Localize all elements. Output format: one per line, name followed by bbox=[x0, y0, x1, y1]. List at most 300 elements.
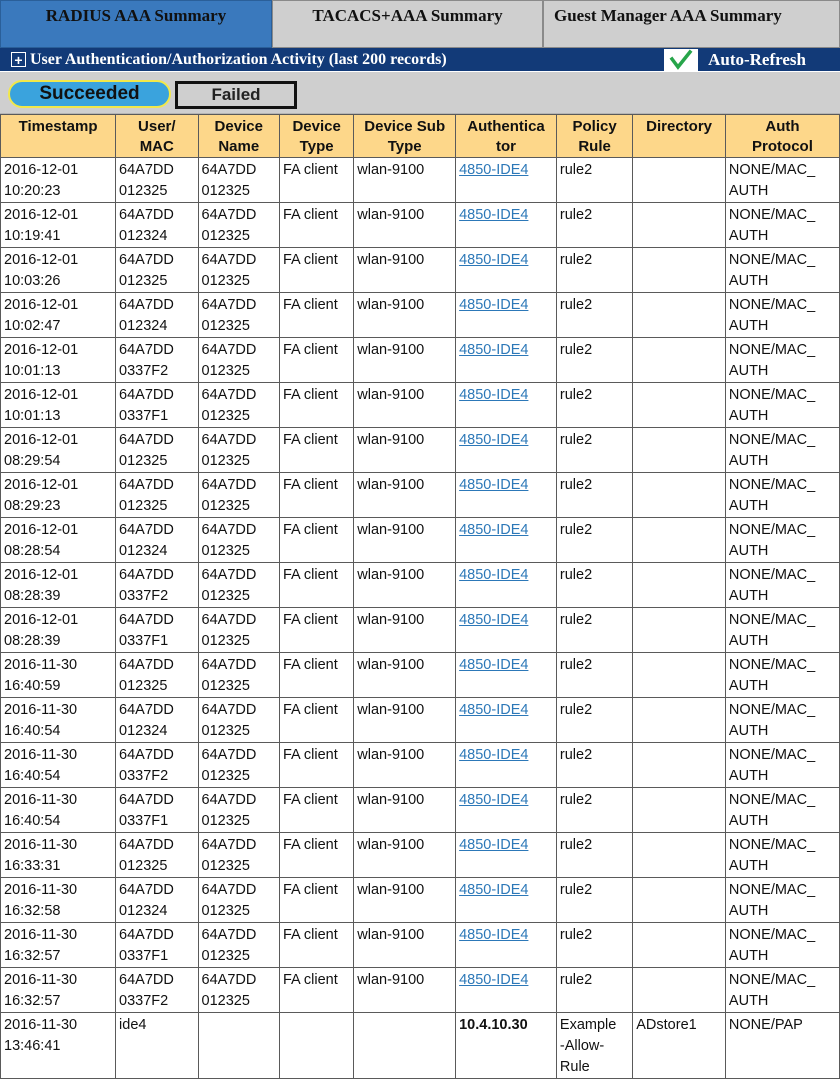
directory-cell bbox=[633, 338, 726, 383]
timestamp-cell bbox=[1, 833, 116, 878]
auth-protocol-cell bbox=[725, 383, 839, 428]
authenticator-link[interactable]: 4850-IDE4 bbox=[459, 747, 529, 763]
timestamp-line: 2016-11-30 bbox=[4, 927, 78, 943]
user-mac-line: 64A7DD bbox=[119, 252, 174, 268]
policy-rule-line: rule2 bbox=[559, 297, 593, 313]
policy-rule-cell bbox=[556, 968, 632, 1013]
table-body bbox=[1, 158, 840, 1079]
device-name-line: 012325 bbox=[201, 498, 250, 514]
auth-protocol-cell bbox=[725, 1013, 839, 1079]
user-mac-line: ide4 bbox=[119, 1017, 147, 1033]
timestamp-line: 16:33:31 bbox=[4, 858, 61, 874]
device-sub-type-cell: wlan-9100 bbox=[354, 608, 456, 653]
user-mac-line: 012325 bbox=[119, 453, 168, 469]
device-sub-type-cell: wlan-9100 bbox=[354, 878, 456, 923]
directory-cell bbox=[633, 473, 726, 518]
table-row bbox=[1, 608, 840, 653]
authenticator-link[interactable]: 4850-IDE4 bbox=[459, 297, 529, 313]
authenticator-link[interactable]: 4850-IDE4 bbox=[459, 837, 529, 853]
device-type-cell: FA client bbox=[279, 248, 353, 293]
device-name-line: 012325 bbox=[201, 588, 250, 604]
timestamp-line: 08:28:39 bbox=[4, 588, 61, 604]
column-header-device-name-line: Name bbox=[218, 138, 260, 155]
authenticator-cell bbox=[456, 923, 557, 968]
user-mac-cell bbox=[116, 203, 198, 248]
device-name-line: 64A7DD bbox=[201, 792, 257, 808]
table-row bbox=[1, 923, 840, 968]
user-mac-line: 012324 bbox=[119, 228, 168, 244]
timestamp-line: 2016-11-30 bbox=[4, 792, 78, 808]
authenticator-cell bbox=[456, 878, 557, 923]
column-header-device-sub-type-line: Device Sub bbox=[364, 118, 446, 135]
policy-rule-line: rule2 bbox=[559, 882, 593, 898]
directory-cell bbox=[633, 833, 726, 878]
authenticator-cell bbox=[456, 698, 557, 743]
device-name-cell bbox=[198, 653, 279, 698]
auth-protocol-line: NONE/MAC_ bbox=[728, 792, 816, 808]
table-header bbox=[1, 115, 840, 158]
user-mac-cell bbox=[116, 293, 198, 338]
policy-rule-line: rule2 bbox=[559, 387, 593, 403]
user-mac-line: 64A7DD bbox=[119, 522, 174, 538]
user-mac-cell bbox=[116, 878, 198, 923]
auth-protocol-cell bbox=[725, 203, 839, 248]
auth-protocol-line: NONE/MAC_ bbox=[728, 837, 816, 853]
expand-plus-icon[interactable]: + bbox=[11, 52, 26, 67]
auth-protocol-cell bbox=[725, 743, 839, 788]
authenticator-link[interactable]: 4850-IDE4 bbox=[459, 612, 529, 628]
timestamp-cell bbox=[1, 878, 116, 923]
column-header-directory-line: Directory bbox=[646, 118, 713, 135]
user-mac-line: 0337F2 bbox=[119, 993, 169, 1009]
timestamp-line: 2016-11-30 bbox=[4, 1017, 78, 1033]
user-mac-line: 0337F2 bbox=[119, 768, 169, 784]
device-name-line: 012325 bbox=[201, 678, 250, 694]
device-name-line: 012325 bbox=[201, 543, 250, 559]
checkmark-icon bbox=[670, 50, 692, 70]
policy-rule-line: Example bbox=[559, 1017, 617, 1033]
policy-rule-cell bbox=[556, 203, 632, 248]
timestamp-line: 08:29:23 bbox=[4, 498, 61, 514]
user-mac-line: 64A7DD bbox=[119, 612, 174, 628]
authenticator-cell bbox=[456, 968, 557, 1013]
user-mac-line: 012325 bbox=[119, 678, 168, 694]
timestamp-line: 2016-12-01 bbox=[4, 432, 79, 448]
policy-rule-cell bbox=[556, 608, 632, 653]
timestamp-cell bbox=[1, 248, 116, 293]
policy-rule-line: rule2 bbox=[559, 522, 593, 538]
device-name-line: 64A7DD bbox=[201, 297, 257, 313]
policy-rule-line: rule2 bbox=[559, 612, 593, 628]
auth-protocol-cell bbox=[725, 968, 839, 1013]
device-name-line: 012325 bbox=[201, 453, 250, 469]
column-header-authenticator-line: Authentica bbox=[467, 118, 545, 135]
policy-rule-line: rule2 bbox=[559, 252, 593, 268]
timestamp-cell bbox=[1, 968, 116, 1013]
device-name-cell bbox=[198, 473, 279, 518]
auth-protocol-line: AUTH bbox=[728, 948, 769, 964]
authenticator-cell bbox=[456, 428, 557, 473]
device-name-line: 012325 bbox=[201, 813, 250, 829]
authenticator-link[interactable]: 4850-IDE4 bbox=[459, 162, 529, 178]
device-name-cell bbox=[198, 968, 279, 1013]
timestamp-line: 10:03:26 bbox=[4, 273, 61, 289]
auth-protocol-cell bbox=[725, 563, 839, 608]
table-row bbox=[1, 203, 840, 248]
policy-rule-cell bbox=[556, 473, 632, 518]
user-mac-line: 64A7DD bbox=[119, 162, 174, 178]
timestamp-line: 2016-12-01 bbox=[4, 567, 79, 583]
device-name-line: 012325 bbox=[201, 858, 250, 874]
user-mac-line: 0337F2 bbox=[119, 363, 169, 379]
device-sub-type-cell: wlan-9100 bbox=[354, 383, 456, 428]
user-mac-line: 64A7DD bbox=[119, 747, 174, 763]
auto-refresh-checkbox[interactable] bbox=[664, 49, 698, 71]
authenticator-link[interactable]: 4850-IDE4 bbox=[459, 972, 529, 988]
table-row bbox=[1, 293, 840, 338]
policy-rule-line: rule2 bbox=[559, 657, 593, 673]
table-row bbox=[1, 1013, 840, 1079]
auth-protocol-cell bbox=[725, 923, 839, 968]
auth-protocol-line: AUTH bbox=[728, 543, 769, 559]
table-row bbox=[1, 158, 840, 203]
auth-protocol-line: NONE/MAC_ bbox=[728, 567, 816, 583]
device-type-cell: FA client bbox=[279, 563, 353, 608]
timestamp-line: 2016-12-01 bbox=[4, 342, 79, 358]
timestamp-cell bbox=[1, 338, 116, 383]
device-name-line: 012325 bbox=[201, 903, 250, 919]
authenticator-link[interactable]: 4850-IDE4 bbox=[459, 657, 529, 673]
timestamp-line: 08:29:54 bbox=[4, 453, 61, 469]
device-name-line: 64A7DD bbox=[201, 432, 257, 448]
authenticator-cell bbox=[456, 788, 557, 833]
table-row bbox=[1, 563, 840, 608]
user-mac-line: 64A7DD bbox=[119, 972, 174, 988]
policy-rule-cell bbox=[556, 293, 632, 338]
column-header-device-type bbox=[279, 115, 353, 158]
auth-protocol-line: NONE/PAP bbox=[728, 1017, 803, 1033]
policy-rule-line: rule2 bbox=[559, 162, 593, 178]
table-row bbox=[1, 833, 840, 878]
policy-rule-line: rule2 bbox=[559, 792, 593, 808]
device-type-cell bbox=[279, 1013, 353, 1079]
user-mac-line: 64A7DD bbox=[119, 432, 174, 448]
policy-rule-cell bbox=[556, 698, 632, 743]
device-name-cell bbox=[198, 608, 279, 653]
device-name-line: 64A7DD bbox=[201, 162, 257, 178]
auth-protocol-line: NONE/MAC_ bbox=[728, 477, 816, 493]
timestamp-line: 2016-11-30 bbox=[4, 747, 78, 763]
device-name-line: 012325 bbox=[201, 948, 250, 964]
user-mac-cell bbox=[116, 653, 198, 698]
timestamp-line: 2016-11-30 bbox=[4, 702, 78, 718]
device-name-line: 012325 bbox=[201, 273, 250, 289]
user-mac-cell bbox=[116, 428, 198, 473]
succeeded-filter-button[interactable]: Succeeded bbox=[8, 80, 171, 108]
device-name-line: 64A7DD bbox=[201, 387, 257, 403]
auth-protocol-line: NONE/MAC_ bbox=[728, 207, 816, 223]
auth-protocol-line: NONE/MAC_ bbox=[728, 882, 816, 898]
user-mac-line: 0337F1 bbox=[119, 813, 169, 829]
device-name-line: 64A7DD bbox=[201, 972, 257, 988]
user-mac-cell bbox=[116, 923, 198, 968]
directory-cell bbox=[633, 923, 726, 968]
auth-protocol-line: AUTH bbox=[728, 903, 769, 919]
authenticator-cell bbox=[456, 473, 557, 518]
failed-filter-button[interactable]: Failed bbox=[175, 81, 297, 109]
device-name-line: 64A7DD bbox=[201, 927, 257, 943]
authenticator-link[interactable]: 4850-IDE4 bbox=[459, 792, 529, 808]
device-name-line: 012325 bbox=[201, 363, 250, 379]
authenticator-cell bbox=[456, 833, 557, 878]
user-mac-line: 0337F1 bbox=[119, 633, 169, 649]
device-name-cell bbox=[198, 518, 279, 563]
policy-rule-cell bbox=[556, 833, 632, 878]
device-type-cell: FA client bbox=[279, 338, 353, 383]
column-header-user-mac-line: MAC bbox=[139, 138, 174, 155]
device-sub-type-cell: wlan-9100 bbox=[354, 338, 456, 383]
authenticator-link[interactable]: 4850-IDE4 bbox=[459, 567, 529, 583]
timestamp-line: 16:40:54 bbox=[4, 723, 61, 739]
device-sub-type-cell: wlan-9100 bbox=[354, 518, 456, 563]
table-row bbox=[1, 248, 840, 293]
device-type-cell: FA client bbox=[279, 158, 353, 203]
authenticator-link[interactable]: 4850-IDE4 bbox=[459, 342, 529, 358]
user-mac-cell bbox=[116, 788, 198, 833]
device-name-line: 64A7DD bbox=[201, 702, 257, 718]
column-header-device-type-line: Device bbox=[292, 118, 341, 135]
timestamp-cell bbox=[1, 698, 116, 743]
auth-protocol-line: AUTH bbox=[728, 678, 769, 694]
directory-cell bbox=[633, 158, 726, 203]
directory-cell bbox=[633, 653, 726, 698]
user-mac-line: 64A7DD bbox=[119, 927, 174, 943]
device-sub-type-cell: wlan-9100 bbox=[354, 743, 456, 788]
authenticator-cell bbox=[456, 248, 557, 293]
timestamp-line: 10:01:13 bbox=[4, 363, 61, 379]
authenticator-link[interactable]: 4850-IDE4 bbox=[459, 387, 529, 403]
device-name-line: 012325 bbox=[201, 228, 250, 244]
policy-rule-cell bbox=[556, 338, 632, 383]
column-header-timestamp-line: Timestamp bbox=[18, 118, 98, 135]
timestamp-line: 2016-12-01 bbox=[4, 207, 79, 223]
table-row bbox=[1, 428, 840, 473]
auth-protocol-line: NONE/MAC_ bbox=[728, 342, 816, 358]
timestamp-line: 08:28:54 bbox=[4, 543, 61, 559]
timestamp-line: 16:40:54 bbox=[4, 813, 61, 829]
directory-cell: ADstore1 bbox=[633, 1013, 726, 1079]
user-mac-line: 64A7DD bbox=[119, 207, 174, 223]
device-name-line: 64A7DD bbox=[201, 207, 257, 223]
auth-protocol-line: AUTH bbox=[728, 723, 769, 739]
device-name-line: 64A7DD bbox=[201, 612, 257, 628]
tab-radius-aaa-summary[interactable]: RADIUS AAA Summary bbox=[0, 0, 272, 48]
user-mac-line: 64A7DD bbox=[119, 657, 174, 673]
directory-cell bbox=[633, 698, 726, 743]
device-name-line: 64A7DD bbox=[201, 747, 257, 763]
device-type-cell: FA client bbox=[279, 293, 353, 338]
timestamp-line: 10:02:47 bbox=[4, 318, 61, 334]
column-header-directory bbox=[633, 115, 726, 158]
user-mac-line: 64A7DD bbox=[119, 387, 174, 403]
user-mac-cell bbox=[116, 563, 198, 608]
timestamp-line: 2016-12-01 bbox=[4, 612, 79, 628]
tab-guest-manager-aaa-summary[interactable]: Guest Manager AAA Summary bbox=[543, 0, 840, 48]
device-name-cell bbox=[198, 383, 279, 428]
authenticator-link[interactable]: 4850-IDE4 bbox=[459, 252, 529, 268]
timestamp-line: 2016-12-01 bbox=[4, 387, 79, 403]
column-header-user-mac-line: User/ bbox=[138, 118, 176, 135]
user-mac-cell bbox=[116, 743, 198, 788]
auth-protocol-cell bbox=[725, 653, 839, 698]
authenticator-link[interactable]: 4850-IDE4 bbox=[459, 522, 529, 538]
device-name-cell bbox=[198, 338, 279, 383]
auth-protocol-line: AUTH bbox=[728, 408, 769, 424]
auth-protocol-line: NONE/MAC_ bbox=[728, 162, 816, 178]
summary-tabs bbox=[0, 0, 840, 48]
timestamp-line: 2016-11-30 bbox=[4, 972, 78, 988]
authenticator-cell bbox=[456, 293, 557, 338]
directory-cell bbox=[633, 743, 726, 788]
user-mac-cell bbox=[116, 248, 198, 293]
auth-protocol-line: AUTH bbox=[728, 813, 769, 829]
authenticator-cell bbox=[456, 338, 557, 383]
authenticator-cell bbox=[456, 608, 557, 653]
column-header-device-name-line: Device bbox=[214, 118, 263, 135]
timestamp-line: 10:01:13 bbox=[4, 408, 61, 424]
authenticator-link[interactable]: 4850-IDE4 bbox=[459, 432, 529, 448]
user-mac-line: 0337F1 bbox=[119, 948, 169, 964]
table-row bbox=[1, 743, 840, 788]
device-name-line: 012325 bbox=[201, 408, 250, 424]
device-name-cell bbox=[198, 203, 279, 248]
device-name-line: 64A7DD bbox=[201, 477, 257, 493]
device-type-cell: FA client bbox=[279, 518, 353, 563]
policy-rule-line: rule2 bbox=[559, 567, 593, 583]
timestamp-cell bbox=[1, 158, 116, 203]
policy-rule-line: rule2 bbox=[559, 432, 593, 448]
user-mac-line: 64A7DD bbox=[119, 882, 174, 898]
device-name-line: 012325 bbox=[201, 993, 250, 1009]
user-mac-cell bbox=[116, 698, 198, 743]
authenticator-cell: 10.4.10.30 bbox=[456, 1013, 557, 1079]
authenticator-link[interactable]: 4850-IDE4 bbox=[459, 477, 529, 493]
timestamp-cell bbox=[1, 1013, 116, 1079]
policy-rule-cell bbox=[556, 878, 632, 923]
auth-protocol-line: AUTH bbox=[728, 273, 769, 289]
tab-tacacs-aaa-summary[interactable]: TACACS+AAA Summary bbox=[272, 0, 543, 48]
device-name-line: 64A7DD bbox=[201, 882, 257, 898]
auth-protocol-line: AUTH bbox=[728, 363, 769, 379]
timestamp-line: 16:40:59 bbox=[4, 678, 61, 694]
policy-rule-line: Rule bbox=[559, 1059, 590, 1075]
timestamp-cell bbox=[1, 743, 116, 788]
auth-protocol-line: AUTH bbox=[728, 858, 769, 874]
user-mac-line: 64A7DD bbox=[119, 342, 174, 358]
user-mac-cell bbox=[116, 383, 198, 428]
column-header-auth-protocol-line: Auth bbox=[765, 118, 800, 135]
auth-protocol-cell bbox=[725, 293, 839, 338]
table-row bbox=[1, 473, 840, 518]
auth-protocol-cell bbox=[725, 473, 839, 518]
directory-cell bbox=[633, 563, 726, 608]
timestamp-line: 2016-11-30 bbox=[4, 882, 78, 898]
device-name-cell bbox=[198, 878, 279, 923]
timestamp-line: 2016-12-01 bbox=[4, 162, 79, 178]
activity-header-bar bbox=[0, 48, 840, 72]
authenticator-link[interactable]: 4850-IDE4 bbox=[459, 927, 529, 943]
device-type-cell: FA client bbox=[279, 698, 353, 743]
device-name-cell bbox=[198, 248, 279, 293]
authenticator-link[interactable]: 4850-IDE4 bbox=[459, 207, 529, 223]
authenticator-cell bbox=[456, 518, 557, 563]
activity-table bbox=[0, 114, 840, 1079]
auth-protocol-cell bbox=[725, 518, 839, 563]
timestamp-line: 2016-12-01 bbox=[4, 477, 79, 493]
auth-protocol-line: NONE/MAC_ bbox=[728, 432, 816, 448]
timestamp-cell bbox=[1, 383, 116, 428]
policy-rule-line: rule2 bbox=[559, 972, 593, 988]
table-row bbox=[1, 338, 840, 383]
timestamp-line: 16:32:57 bbox=[4, 993, 61, 1009]
policy-rule-line: rule2 bbox=[559, 702, 593, 718]
directory-cell bbox=[633, 293, 726, 338]
authenticator-cell bbox=[456, 383, 557, 428]
timestamp-line: 16:40:54 bbox=[4, 768, 61, 784]
auth-protocol-cell bbox=[725, 788, 839, 833]
device-type-cell: FA client bbox=[279, 833, 353, 878]
timestamp-cell bbox=[1, 653, 116, 698]
device-name-line: 64A7DD bbox=[201, 657, 257, 673]
user-mac-line: 012325 bbox=[119, 273, 168, 289]
user-mac-line: 012324 bbox=[119, 543, 168, 559]
timestamp-line: 2016-12-01 bbox=[4, 297, 79, 313]
policy-rule-cell bbox=[556, 788, 632, 833]
device-name-line: 64A7DD bbox=[201, 567, 257, 583]
column-header-auth-protocol-line: Protocol bbox=[752, 138, 813, 155]
column-header-device-sub-type-line: Type bbox=[387, 138, 422, 155]
auth-protocol-cell bbox=[725, 833, 839, 878]
table-row bbox=[1, 383, 840, 428]
timestamp-line: 08:28:39 bbox=[4, 633, 61, 649]
column-header-policy-rule bbox=[556, 115, 632, 158]
device-name-line: 012325 bbox=[201, 183, 250, 199]
policy-rule-cell bbox=[556, 248, 632, 293]
device-type-cell: FA client bbox=[279, 788, 353, 833]
device-sub-type-cell: wlan-9100 bbox=[354, 293, 456, 338]
auto-refresh-control bbox=[664, 48, 840, 72]
timestamp-line: 16:32:57 bbox=[4, 948, 61, 964]
auth-protocol-line: AUTH bbox=[728, 993, 769, 1009]
user-mac-line: 012325 bbox=[119, 183, 168, 199]
column-header-device-name bbox=[198, 115, 279, 158]
device-sub-type-cell: wlan-9100 bbox=[354, 428, 456, 473]
timestamp-line: 2016-11-30 bbox=[4, 837, 78, 853]
auto-refresh-label: Auto-Refresh bbox=[708, 49, 806, 69]
column-header-device-sub-type bbox=[354, 115, 456, 158]
device-type-cell: FA client bbox=[279, 203, 353, 248]
device-name-line: 012325 bbox=[201, 633, 250, 649]
auth-protocol-line: NONE/MAC_ bbox=[728, 297, 816, 313]
device-name-cell bbox=[198, 923, 279, 968]
authenticator-link[interactable]: 4850-IDE4 bbox=[459, 882, 529, 898]
device-name-line: 64A7DD bbox=[201, 252, 257, 268]
device-name-cell bbox=[198, 293, 279, 338]
authenticator-link[interactable]: 4850-IDE4 bbox=[459, 702, 529, 718]
table-row bbox=[1, 788, 840, 833]
timestamp-cell bbox=[1, 203, 116, 248]
timestamp-cell bbox=[1, 563, 116, 608]
